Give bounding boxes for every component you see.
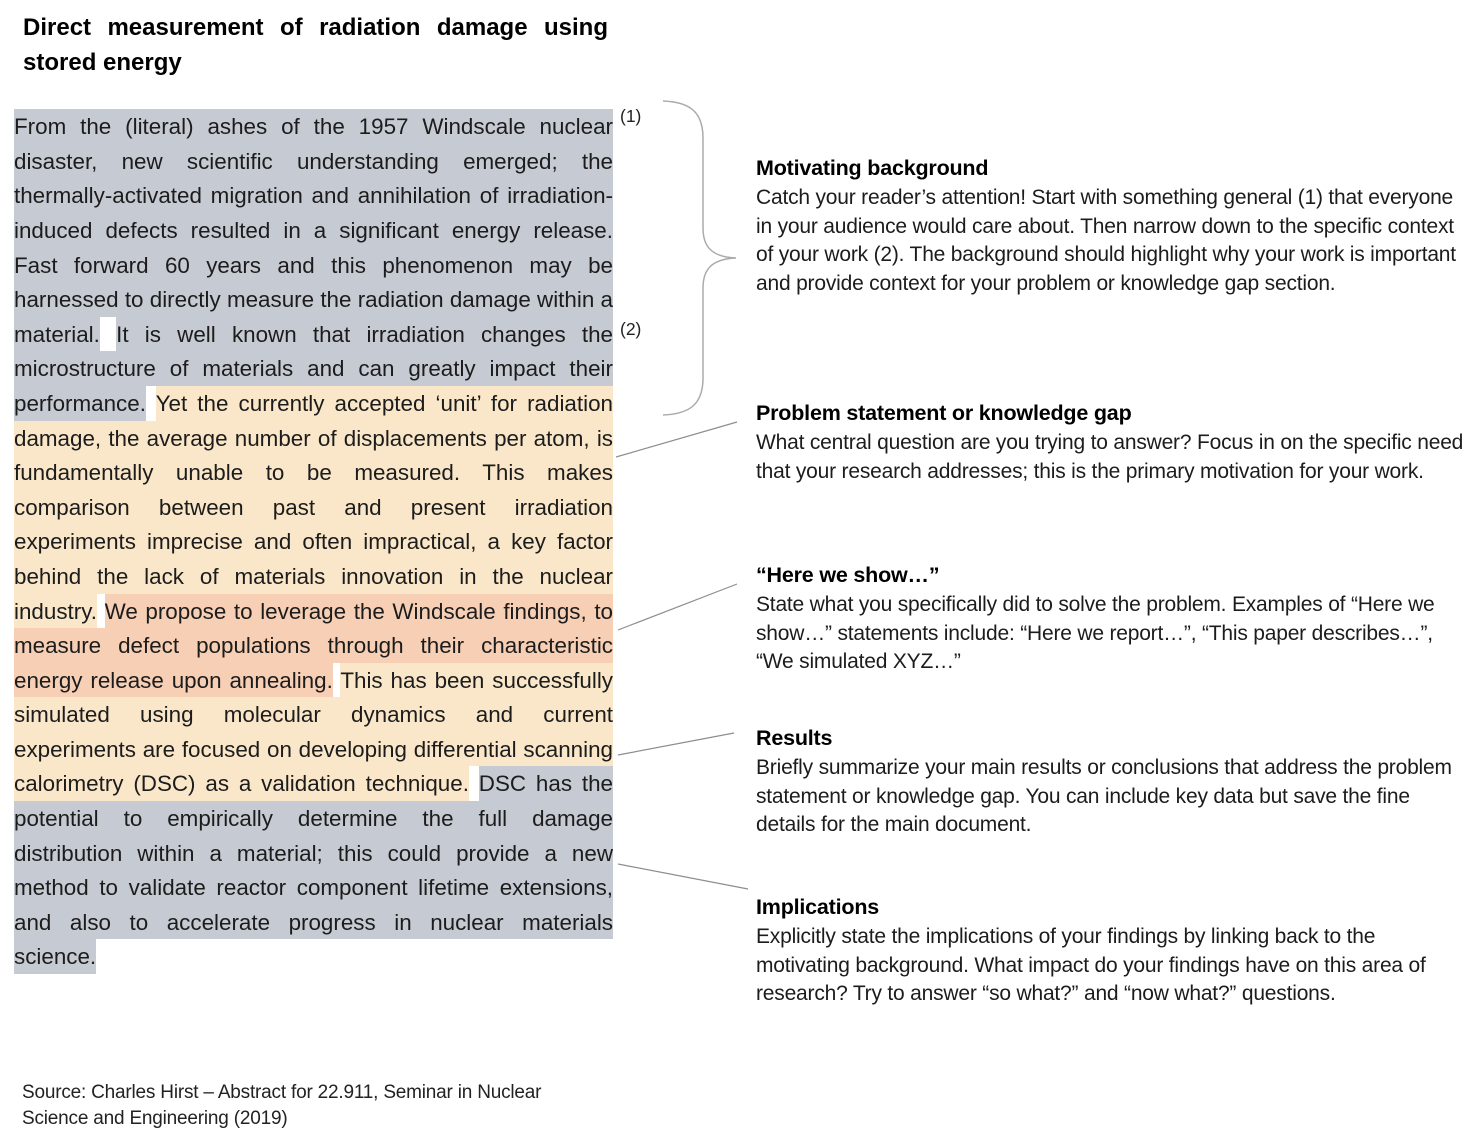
connector-line-results: [618, 733, 734, 755]
annotation-implications-body: Explicitly state the implications of your findings by linking back to the motivating background. What impact do your findings have on this area of research? Try to answer “so what?” and “now what?” questions.: [756, 925, 1426, 1006]
abstract-segment-problem-statement: Yet the currently accepted ‘unit’ for radiation damage, the average number of displacements per atom, is fundamentally unable to be measured. This makes comparison between past and present irradiation experiments imprecise and often impractical, a key factor behind the lack of materials innovation in the nuclear industry.: [14, 386, 613, 628]
annotation-problem-statement-title: Problem statement or knowledge gap: [756, 401, 1132, 425]
annotation-motivating-background-body: Catch your reader’s attention! Start with something general (1) that everyone in your audience would care about. Then narrow down to the specific context of your work (2). The background should highlight why your work is important and provide context for your problem or knowledge gap section.: [756, 186, 1456, 295]
annotation-here-we-show-body: State what you specifically did to solve the problem. Examples of “Here we show…” statements include: “Here we report…”, “This paper describes…”, “We simulated XYZ…”: [756, 593, 1435, 674]
annotation-implications-title: Implications: [756, 895, 880, 919]
annotation-results-title: Results: [756, 726, 833, 750]
annotation-here-we-show: [756, 561, 1468, 677]
marker-1-label: (1): [620, 106, 642, 126]
connector-line-implications: [618, 864, 748, 889]
abstract-paragraph: [14, 110, 613, 975]
annotation-motivating-background-title: Motivating background: [756, 156, 989, 180]
abstract-segment-implications: DSC has the potential to empirically determine the full damage distribution within a material; this could provide a new method to validate reactor component lifetime extensions, and also to accelerate progress in nuclear materials science.: [14, 766, 613, 974]
connector-line-problem-statement: [616, 422, 737, 457]
annotation-here-we-show-title: “Here we show…”: [756, 563, 940, 587]
annotation-problem-statement-body: What central question are you trying to answer? Focus in on the specific need that your research addresses; this is the primary motivation for your work.: [756, 431, 1464, 483]
source-citation: Source: Charles Hirst – Abstract for 22.911, Seminar in Nuclear Science and Engineering (2019): [22, 1082, 542, 1129]
connector-line-here-we-show: [618, 584, 737, 630]
annotation-implications: [756, 893, 1468, 1009]
curly-brace-icon: [663, 101, 736, 415]
annotation-motivating-background: [756, 154, 1468, 298]
annotation-results-body: Briefly summarize your main results or conclusions that address the problem statement or knowledge gap. You can include key data but save the fine details for the main document.: [756, 756, 1452, 837]
abstract-segment-results: This has been successfully simulated using molecular dynamics and current experiments are focused on developing differential scanning calorimetry (DSC) as a validation technique.: [14, 663, 613, 801]
abstract-segment-motivating-general: From the (literal) ashes of the 1957 Windscale nuclear disaster, new scientific understanding emerged; the thermally-activated migration and annihilation of irradiation-induced defects resulted in a significant energy release. Fast forward 60 years and this phenomenon may be harnessed to directly measure the radiation damage within a material.: [14, 109, 613, 351]
page-title: Direct measurement of radiation damage using stored energy: [23, 14, 608, 76]
annotation-results: [756, 724, 1468, 840]
abstract-segment-motivating-specific: It is well known that irradiation changes the microstructure of materials and can greatly impact their performance.: [14, 317, 613, 421]
annotation-problem-statement: [756, 399, 1468, 486]
marker-2-label: (2): [620, 319, 642, 339]
abstract-segment-here-we-show: We propose to leverage the Windscale findings, to measure defect populations through their characteristic energy release upon annealing.: [14, 594, 613, 698]
